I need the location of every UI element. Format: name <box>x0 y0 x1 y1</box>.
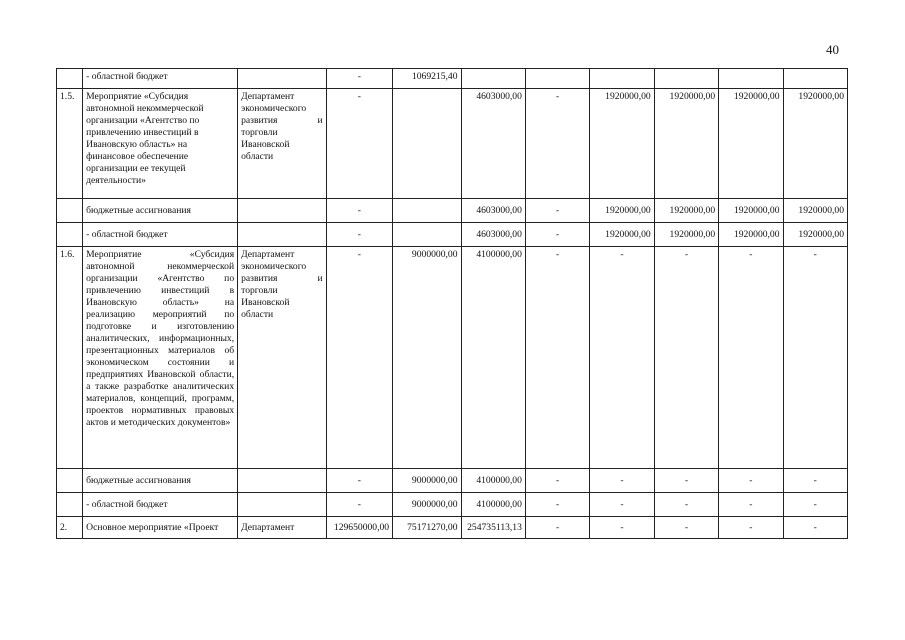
row-number: 2. <box>57 517 83 539</box>
value-col-4: - <box>525 493 589 517</box>
value-col-8: - <box>783 517 847 539</box>
row-number <box>57 493 83 517</box>
measure-name: - областной бюджет <box>83 223 238 247</box>
value-col-6: 1920000,00 <box>654 89 718 199</box>
executor <box>238 199 327 223</box>
row-number <box>57 69 83 89</box>
measure-name: Основное мероприятие «Проект <box>83 517 238 539</box>
value-col-5: 1920000,00 <box>590 223 654 247</box>
value-col-8: 1920000,00 <box>783 89 847 199</box>
executor <box>238 69 327 89</box>
value-col-2 <box>393 223 461 247</box>
value-col-6: - <box>654 469 718 493</box>
value-col-8: - <box>783 493 847 517</box>
table-row <box>57 89 848 199</box>
executor <box>238 469 327 493</box>
table-row <box>57 247 848 469</box>
value-col-7: - <box>719 517 783 539</box>
table-row <box>57 199 848 223</box>
value-col-2 <box>393 199 461 223</box>
value-col-4: - <box>525 469 589 493</box>
table-row <box>57 517 848 539</box>
value-col-8: - <box>783 469 847 493</box>
value-col-2: 1069215,40 <box>393 69 461 89</box>
value-col-1: - <box>326 469 392 493</box>
row-number <box>57 199 83 223</box>
value-col-7: 1920000,00 <box>719 223 783 247</box>
value-col-6: - <box>654 517 718 539</box>
value-col-3: 4603000,00 <box>461 199 525 223</box>
value-col-6: 1920000,00 <box>654 223 718 247</box>
value-col-3: 254735113,13 <box>461 517 525 539</box>
value-col-4: - <box>525 517 589 539</box>
row-number <box>57 469 83 493</box>
value-col-5: - <box>590 517 654 539</box>
table-row <box>57 69 848 89</box>
value-col-5 <box>590 69 654 89</box>
value-col-7: - <box>719 247 783 469</box>
value-col-2: 9000000,00 <box>393 247 461 469</box>
executor: Департамент экономического развития и торговли Ивановской области <box>238 247 327 469</box>
executor <box>238 223 327 247</box>
value-col-3: 4603000,00 <box>461 223 525 247</box>
value-col-5: - <box>590 469 654 493</box>
table-row <box>57 223 848 247</box>
value-col-3: 4100000,00 <box>461 247 525 469</box>
value-col-3: 4100000,00 <box>461 493 525 517</box>
measure-name: - областной бюджет <box>83 69 238 89</box>
value-col-2: 75171270,00 <box>393 517 461 539</box>
value-col-7: - <box>719 469 783 493</box>
measure-name: Мероприятие «Субсидия автономной некоммерческой организации «Агентство по привлечению инвестиций в Ивановскую область» на финансовое обеспечение организации ее текущей деятельности» <box>83 89 238 199</box>
value-col-7: 1920000,00 <box>719 89 783 199</box>
value-col-3: 4100000,00 <box>461 469 525 493</box>
value-col-7: - <box>719 493 783 517</box>
value-col-6: - <box>654 247 718 469</box>
executor: Департамент экономического развития и торговли Ивановской области <box>238 89 327 199</box>
value-col-1: - <box>326 89 392 199</box>
measure-name: бюджетные ассигнования <box>83 199 238 223</box>
value-col-2: 9000000,00 <box>393 469 461 493</box>
value-col-1: - <box>326 493 392 517</box>
value-col-3 <box>461 69 525 89</box>
value-col-4: - <box>525 199 589 223</box>
value-col-8 <box>783 69 847 89</box>
value-col-1: 129650000,00 <box>326 517 392 539</box>
value-col-7: 1920000,00 <box>719 199 783 223</box>
value-col-5: 1920000,00 <box>590 199 654 223</box>
value-col-4: - <box>525 247 589 469</box>
measure-name: Мероприятие «Субсидия автономной некоммерческой организации «Агентство по привлечению инвестиций в Ивановскую область» на реализацию мероприятий по подготовке и изготовлению аналитических, информационных, презентационных материалов об экономическом состоянии и предприятиях Ивановской области, а также разработке аналитических материалов, концепций, программ, проектов нормативных правовых актов и методических документов» <box>83 247 238 469</box>
value-col-5: - <box>590 247 654 469</box>
value-col-1: - <box>326 69 392 89</box>
value-col-6: - <box>654 493 718 517</box>
value-col-8: 1920000,00 <box>783 223 847 247</box>
executor: Департамент <box>238 517 327 539</box>
value-col-6 <box>654 69 718 89</box>
value-col-8: - <box>783 247 847 469</box>
value-col-4: - <box>525 223 589 247</box>
value-col-1: - <box>326 199 392 223</box>
table-row <box>57 493 848 517</box>
measure-name: бюджетные ассигнования <box>83 469 238 493</box>
value-col-1: - <box>326 247 392 469</box>
page-number: 40 <box>826 42 839 57</box>
value-col-7 <box>719 69 783 89</box>
measure-name: - областной бюджет <box>83 493 238 517</box>
row-number: 1.5. <box>57 89 83 199</box>
value-col-5: - <box>590 493 654 517</box>
table-row <box>57 469 848 493</box>
value-col-5: 1920000,00 <box>590 89 654 199</box>
value-col-3: 4603000,00 <box>461 89 525 199</box>
value-col-4: - <box>525 89 589 199</box>
value-col-8: 1920000,00 <box>783 199 847 223</box>
value-col-4 <box>525 69 589 89</box>
value-col-1: - <box>326 223 392 247</box>
executor <box>238 493 327 517</box>
value-col-2: 9000000,00 <box>393 493 461 517</box>
value-col-2 <box>393 89 461 199</box>
row-number <box>57 223 83 247</box>
budget-table <box>56 68 848 539</box>
value-col-6: 1920000,00 <box>654 199 718 223</box>
row-number: 1.6. <box>57 247 83 469</box>
